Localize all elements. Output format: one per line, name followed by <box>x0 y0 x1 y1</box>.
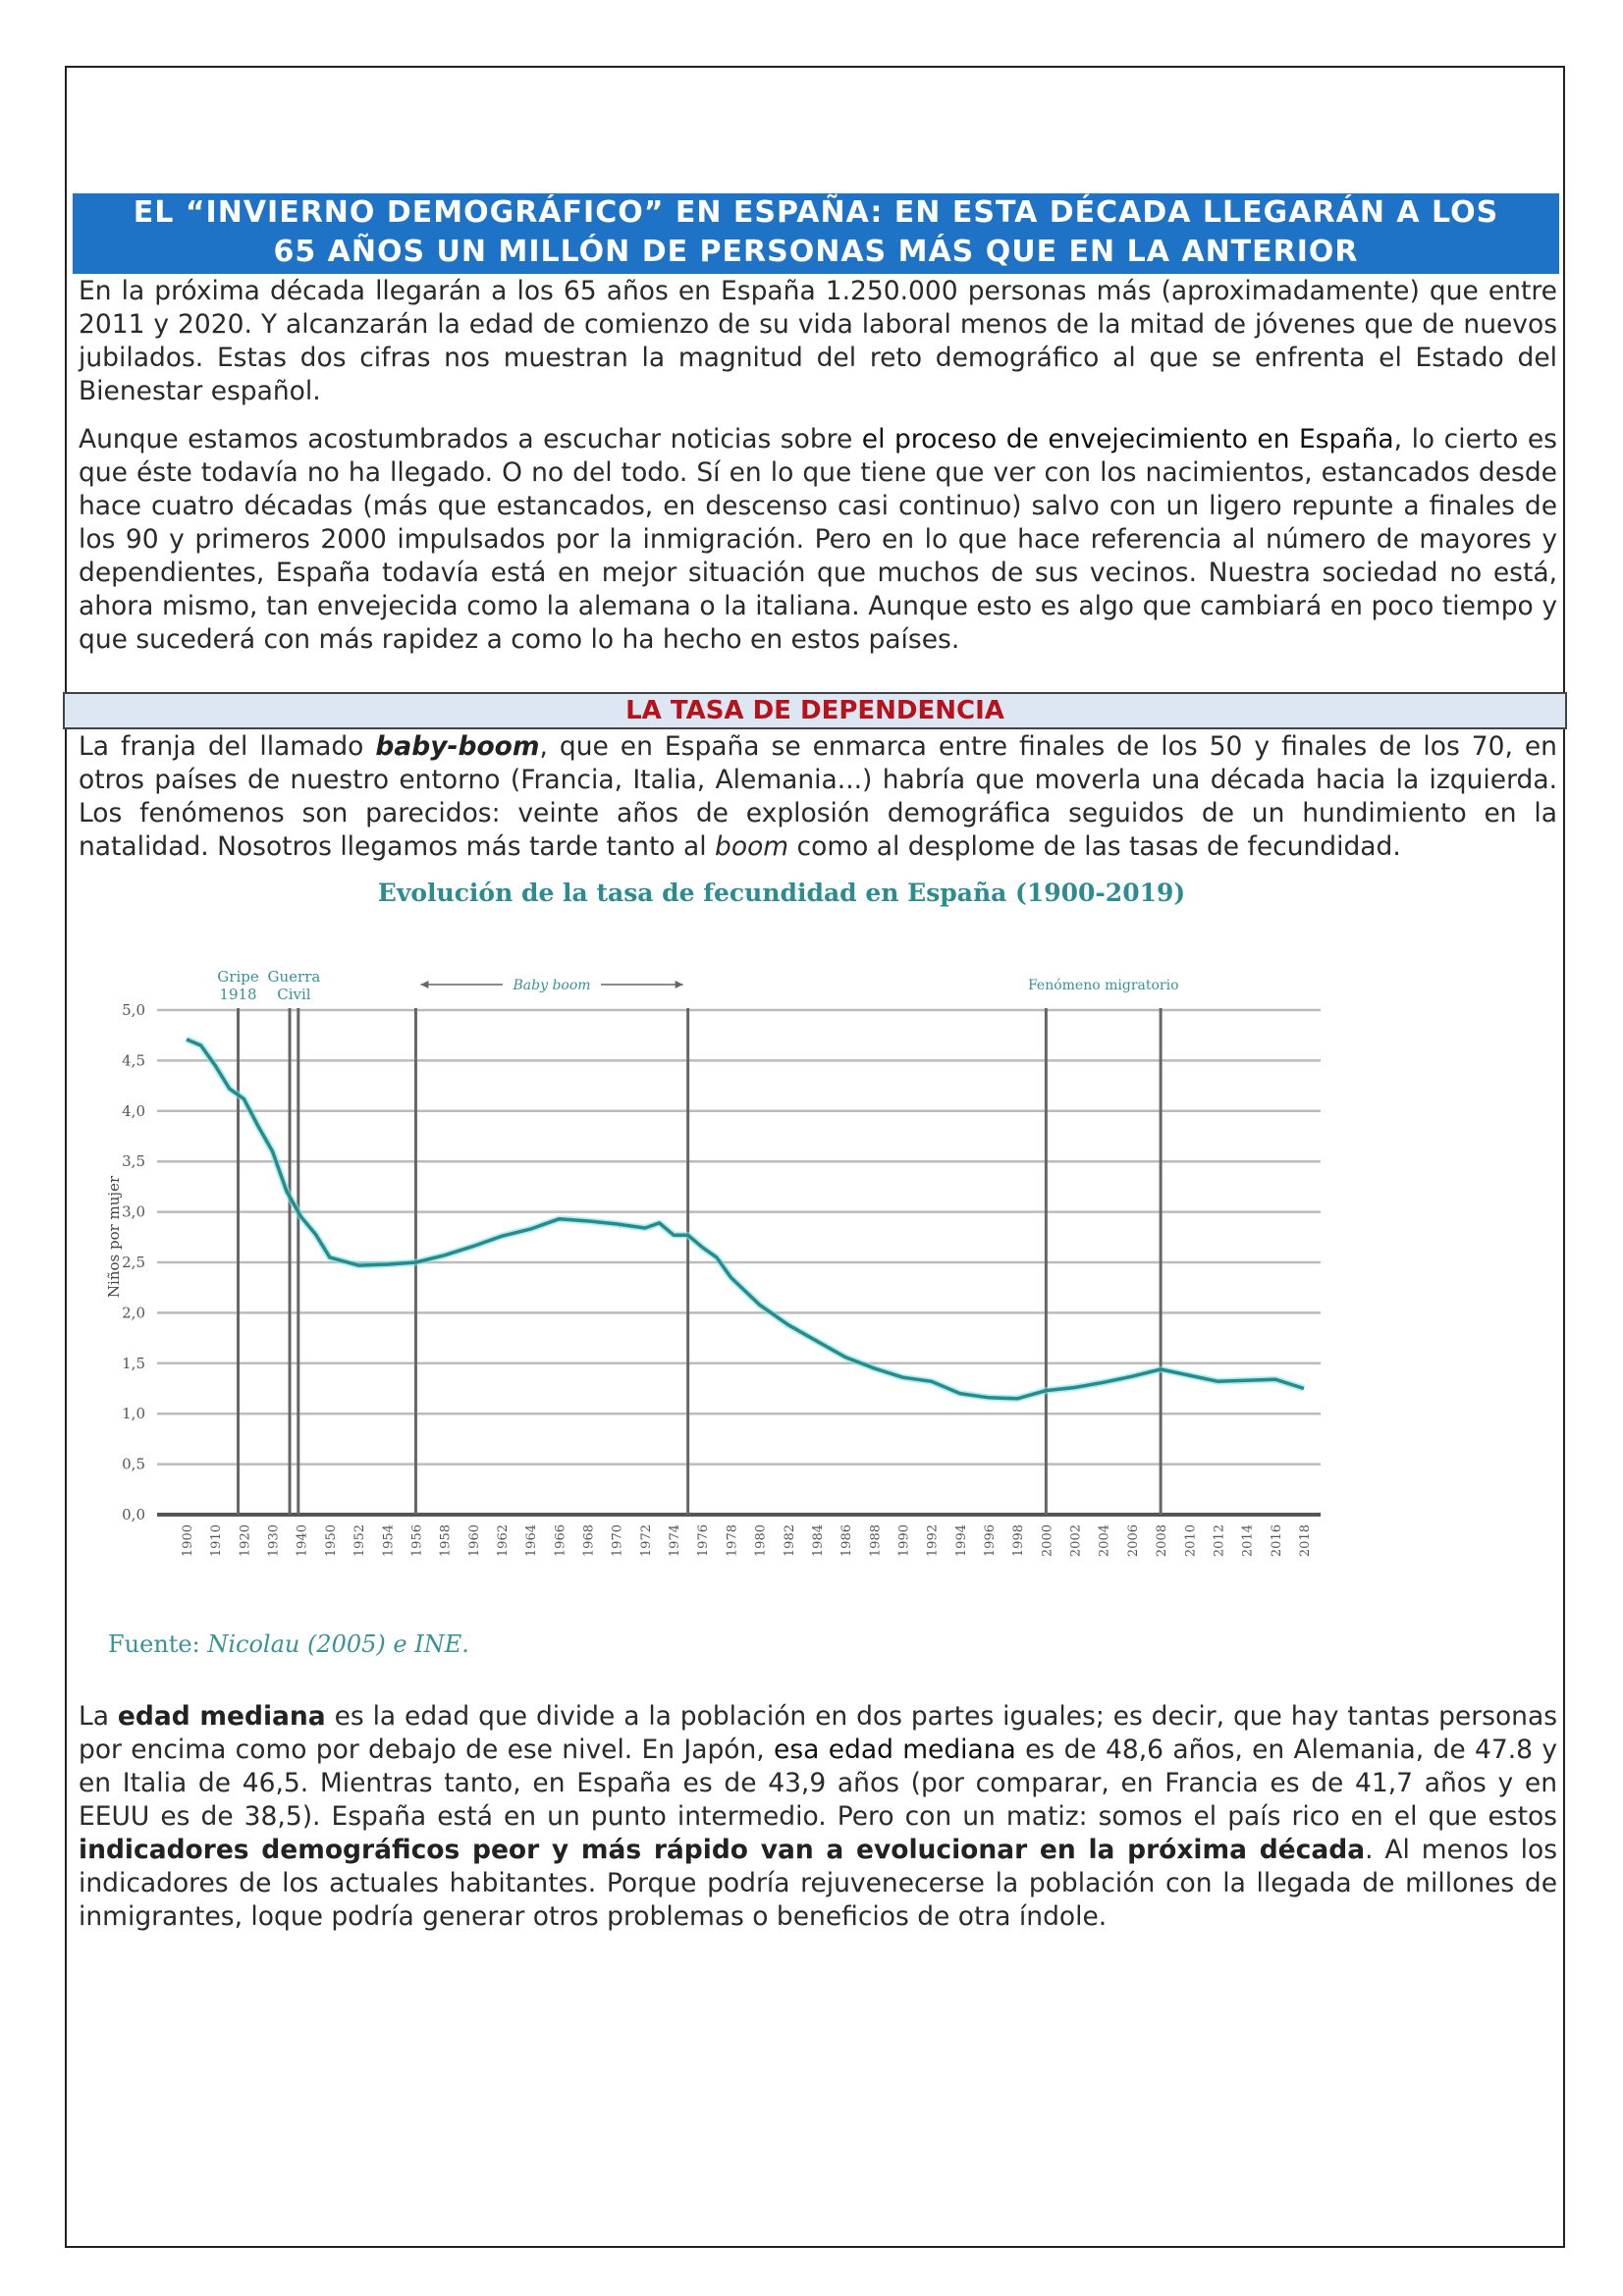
x-tick-label: 1986 <box>839 1524 855 1558</box>
aging-text-after: , lo cierto es que éste todavía no ha llegado. O no del todo. Sí en lo que tiene que ver con los nacimientos, estancados desde hace cuatro décadas (más que estancados, en descenso casi continuo) salvo con un ligero repunte a finales de los 90 y primeros 2000 impulsados por la inmigración. Pero en lo que hace referencia al número de mayores y dependientes, España todavía está en mejor situación que muchos de sus vecinos. Nuestra sociedad no está, ahora mismo, tan envejecida como la alemana o la italiana. Aunque esto es algo que cambiará en poco tiempo y que sucederá con más rapidez a como lo ha hecho en estos países. <box>79 424 1557 655</box>
annotation-label: Civil <box>277 986 311 1003</box>
aging-highlight: el proceso de envejecimiento en España <box>861 424 1394 454</box>
article-title <box>73 193 1559 274</box>
x-tick-label: 1994 <box>953 1524 969 1558</box>
x-tick-label: 1956 <box>409 1524 425 1558</box>
x-tick-label: 1978 <box>725 1524 740 1558</box>
x-tick-label: 1980 <box>753 1524 769 1558</box>
y-tick-label: 1,0 <box>122 1405 145 1423</box>
annotation-label: 1918 <box>219 986 257 1003</box>
chart-x-ticks <box>181 1524 1313 1557</box>
x-tick-label: 1970 <box>610 1524 625 1558</box>
aging-text-before: Aunque estamos acostumbrados a escuchar noticias sobre <box>79 424 862 454</box>
median-text-g: . Al menos los indicadores de los actuales habitantes. Porque podría rejuvenecerse la población con la llegada de millones de inmigrantes, loque podría generar otros problemas o beneficios de otra índole. <box>79 1835 1557 1932</box>
x-tick-label: 1962 <box>495 1524 511 1558</box>
x-tick-label: 2008 <box>1155 1524 1170 1558</box>
x-tick-label: 1998 <box>1011 1524 1027 1558</box>
x-tick-label: 2016 <box>1269 1524 1284 1558</box>
chart-source <box>108 1630 469 1658</box>
median-text-c: es la edad que divide a la población en dos partes iguales; es decir, que hay tantas personas por encima como por debajo de ese nivel. En Japón, <box>79 1701 1557 1765</box>
x-tick-label: 2000 <box>1040 1524 1055 1558</box>
section-heading: LA TASA DE DEPENDENCIA <box>63 692 1567 729</box>
annotation-label: Guerra <box>267 968 321 986</box>
x-tick-label: 2010 <box>1183 1524 1199 1558</box>
article-title-line-1: EL “INVIERNO DEMOGRÁFICO” EN ESPAÑA: EN ESTA DÉCADA LLEGARÁN A LOS <box>133 195 1499 230</box>
x-tick-label: 1960 <box>466 1524 482 1558</box>
annotation-label: Fenómeno migratorio <box>1027 978 1179 993</box>
article-title-line-2: 65 AÑOS UN MILLÓN DE PERSONAS MÁS QUE EN LA ANTERIOR <box>273 235 1359 269</box>
series-line-glow <box>187 1040 1304 1399</box>
babyboom-term: baby-boom <box>375 731 540 762</box>
x-tick-label: 2012 <box>1212 1524 1227 1558</box>
x-tick-label: 1984 <box>810 1524 826 1558</box>
y-tick-label: 5,0 <box>122 1001 145 1019</box>
x-tick-label: 1972 <box>638 1524 654 1558</box>
x-tick-label: 2014 <box>1240 1524 1256 1558</box>
x-tick-label: 1958 <box>438 1524 454 1558</box>
babyboom-text-2: , que en España se enmarca entre finales de los 50 y finales de los 70, en otros países de nuestro entorno (Francia, Italia, Alemania...) habría que moverla una década hacia la izquierda. Los fenómenos son parecidos: veinte años de explosión demográfica seguidos de un hundimiento en la natalidad. Nosotros llegamos más tarde tanto al <box>79 731 1557 862</box>
x-tick-label: 1976 <box>696 1524 712 1558</box>
chart-grid <box>157 1010 1321 1515</box>
babyboom-text-3: como al desplome de las tasas de fecundidad. <box>788 831 1401 862</box>
x-tick-label: 2006 <box>1125 1524 1141 1558</box>
x-tick-label: 1910 <box>209 1524 225 1558</box>
aging-paragraph <box>79 423 1557 657</box>
arrow-head-right <box>676 981 683 988</box>
x-tick-label: 1974 <box>668 1524 683 1558</box>
median-text-a: La <box>79 1701 118 1732</box>
median-emphasis: indicadores demográficos peor y más rápido van a evolucionar en la próxima década <box>79 1835 1366 1865</box>
chart-source-label: Fuente: <box>108 1630 208 1658</box>
x-tick-label: 1988 <box>868 1524 884 1558</box>
y-tick-label: 2,5 <box>122 1254 145 1271</box>
y-tick-label: 0,0 <box>122 1506 145 1523</box>
chart-source-text: Nicolau (2005) e INE. <box>207 1630 469 1658</box>
chart-title: Evolución de la tasa de fecundidad en España (1900-2019) <box>377 879 1186 907</box>
x-tick-label: 1920 <box>238 1524 253 1558</box>
y-tick-label: 4,0 <box>122 1101 145 1120</box>
x-tick-label: 2004 <box>1097 1524 1112 1558</box>
y-tick-label: 2,0 <box>122 1304 145 1322</box>
chart-y-ticks <box>122 1001 145 1523</box>
x-tick-label: 1992 <box>925 1524 941 1558</box>
y-tick-label: 0,5 <box>122 1455 145 1473</box>
arrow-head-left <box>420 981 428 988</box>
x-tick-label: 1930 <box>266 1524 282 1558</box>
x-tick-label: 1950 <box>323 1524 339 1558</box>
median-highlight: esa edad mediana <box>774 1735 1016 1765</box>
x-tick-label: 1990 <box>896 1524 912 1558</box>
median-age-paragraph <box>79 1700 1557 1934</box>
median-text-e: es de 48,6 años, en Alemania, de 47.8 y en Italia de 46,5. Mientras tanto, en España es de 43,9 años (por comparar, en Francia es de 41,7 años y en EEUU es de 38,5). España está en un punto intermedio. Pero con un matiz: somos el país rico en el que estos <box>79 1735 1557 1832</box>
chart-series <box>187 1040 1304 1399</box>
y-tick-label: 1,5 <box>122 1354 145 1372</box>
x-tick-label: 1966 <box>553 1524 568 1558</box>
annotation-label: Gripe <box>217 968 259 986</box>
chart-y-axis-label: Niños por mujer <box>105 1175 123 1299</box>
intro-paragraph: En la próxima década llegarán a los 65 años en España 1.250.000 personas más (aproximadamente) que entre 2011 y 2020. Y alcanzarán la edad de comienzo de su vida laboral menos de la mitad de jóvenes que de nuevos jubilados. Estas dos cifras nos muestran la magnitud del reto demográfico al que se enfrenta el Estado del Bienestar español. <box>79 276 1557 406</box>
babyboom-text-1: La franja del llamado <box>79 731 376 762</box>
babyboom-paragraph <box>79 730 1557 864</box>
median-term: edad mediana <box>117 1701 326 1732</box>
x-tick-label: 1968 <box>581 1524 597 1558</box>
series-line <box>187 1040 1304 1399</box>
x-tick-label: 1952 <box>352 1524 368 1558</box>
boom-term: boom <box>715 831 789 862</box>
x-tick-label: 1964 <box>524 1524 540 1558</box>
x-tick-label: 1954 <box>381 1524 397 1558</box>
fertility-chart <box>0 864 1623 1669</box>
y-tick-label: 3,5 <box>122 1152 145 1171</box>
annotation-label: Baby boom <box>513 978 591 993</box>
y-tick-label: 3,0 <box>122 1202 145 1221</box>
x-tick-label: 1900 <box>181 1524 195 1558</box>
x-tick-label: 2018 <box>1298 1524 1313 1558</box>
y-tick-label: 4,5 <box>122 1051 145 1070</box>
chart-annotations <box>217 968 1178 1003</box>
x-tick-label: 2002 <box>1068 1524 1084 1558</box>
x-tick-label: 1982 <box>782 1524 797 1558</box>
x-tick-label: 1996 <box>983 1524 999 1558</box>
x-tick-label: 1940 <box>295 1524 310 1558</box>
